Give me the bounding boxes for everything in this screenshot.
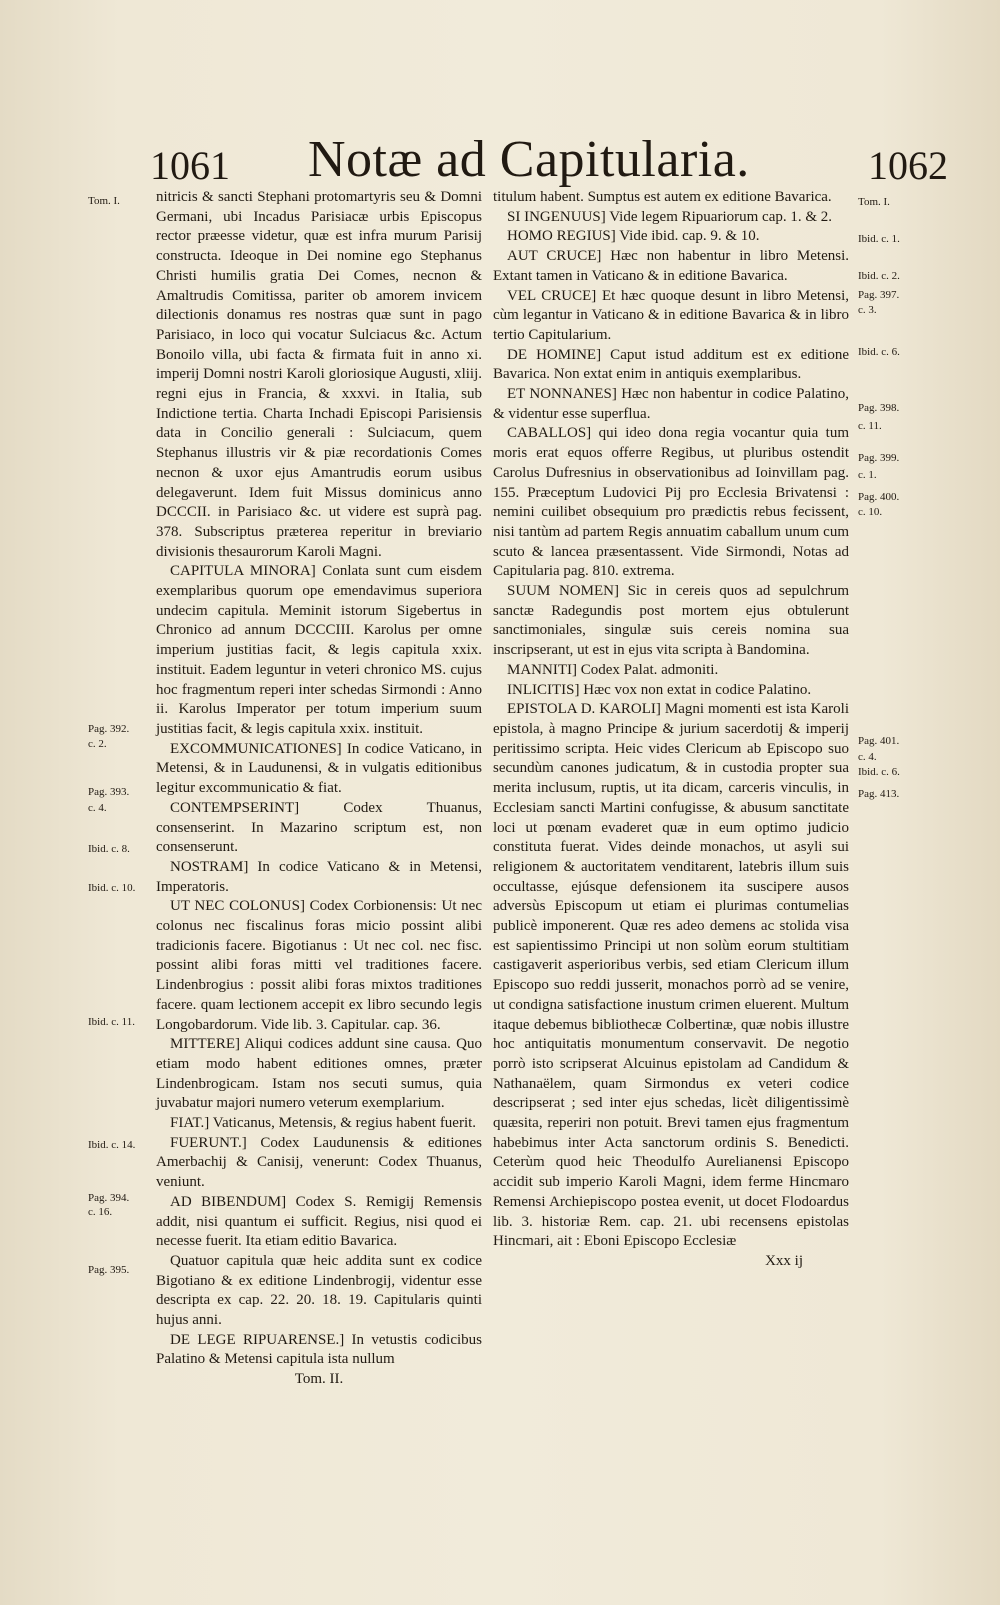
note-paragraph: EPISTOLA D. KAROLI] Magni momenti est ista Karoli epistola, à magno Principe & jurium sacerdotij & imperij peritissimo scripta. Heic vides Clericum ab Episcopo suo secundùm canones judicatum, & in custodia propter sua merita inclusum, ruptis, ut ita dicam, carceris vinculis, in Ecclesiam sancti Martini confugisse, & abusum sanctitate loci ut pœnam evaderet quæ in eum optimo judicio constituta fuerat. Vides deinde monachos, ut asyli sui religionem & auctoritatem venditarent, latebris illum suis occultasse, ejúsque defensionem ita suscipere ausos adversùs Episcopum ut etiam ei plurimas contumelias publicè imponerent. Quæ res adeo demens ac stolida visa est sapientissimo Principi ut non solùm eorum stultitiam castigaverit asperioribus verbis, sed etiam Clericum illum Episcopo suo reddi jusserit, monachos porrò ad se venire, ut condigna satisfactione inustum crimen eluerent. Multum itaque debemus bibliothecæ Colbertinæ, quæ nobis illustre hoc antiquitatis monumentum conservavit. De negotio porrò isto scripserat Alcuinus epistolam ad Candidum & Nathanaëlem, quam Sirmondus ex veteri codice descripserat ; sed inter ejus schedas, licèt diligentissimè quæsita, reperiri non potuit. Brevi tamen ejus fragmentum habebimus inter Acta sanctorum ordinis S. Benedicti. Ceterùm quod heic Theodulfo Aurelianensi Episcopo accidit sub imperio Karoli Magni, idem ferme Hincmaro Remensi Archiepiscopo postea evenit, ut docet Flodoardus lib. 3. historiæ Rem. cap. 21. ubi recensens epistolas Hincmari, ait : Eboni Episcopo Ecclesiæ bbox=[493, 701, 849, 1250]
left-page-number: 1061 bbox=[150, 143, 230, 188]
margin-note: c. 2. bbox=[88, 738, 107, 750]
margin-note: c. 11. bbox=[858, 420, 882, 432]
note-paragraph: FUERUNT.] Codex Laudunensis & editiones Amerbachij & Canisij, venerunt: Codex Thuanus, veniunt. bbox=[156, 1134, 482, 1191]
gathering-signature: Xxx ij bbox=[765, 1252, 803, 1269]
margin-note: Tom. I. bbox=[858, 196, 890, 208]
page-header bbox=[0, 130, 1000, 190]
note-paragraph: VEL CRUCE] Et hæc quoque desunt in libro Metensi, cùm legantur in Vaticano & in editione Bavarica & in libro tertio Capitularium. bbox=[493, 287, 849, 343]
margin-note: c. 3. bbox=[858, 304, 877, 316]
note-paragraph: nitricis & sancti Stephani protomartyris seu & Domni Germani, ubi Incadus Parisiacæ urbis Episcopus rector præesse videtur, quæ est infra murum Parisij constructa. Ideoque in Dei nomine ego Stephanus Christi humilis gratia Dei Comes, necnon & Amaltrudis Comitissa, pariter ob amorem invicem dilectionis donamus res nostras quæ sunt in pago Parisiaco, in loco qui vocatur Sulciacus &c. Actum Bonoilo villa, ubi facta & firmata fuit in anno xi. imperij Domni nostri Karoli gloriosique Augusti, xliij. regni ejus in Francia, & xxxvi. in Italia, sub Indictione tertia. Charta Inchadi Episcopi Parisiensis data in Concilio generali : Sulciacum, quem Stephanus illustris vir & piæ recordationis Comes necnon & uxor ejus Amantrudis eorum usibus delegaverunt. Idem fuit Missus dominicus anno DCCCII. in Parisiaco &c. ut videre est suprà pag. 378. Subscriptus præterea reperitur in breviario divisionis thesaurorum Karoli Magni. bbox=[156, 189, 482, 560]
margin-note: Pag. 397. bbox=[858, 289, 900, 301]
margin-note: Ibid. c. 8. bbox=[88, 843, 130, 855]
right-text-column bbox=[493, 188, 849, 1272]
margin-note: Tom. I. bbox=[88, 195, 120, 207]
margin-note: c. 10. bbox=[858, 506, 883, 518]
note-paragraph: DE HOMINE] Caput istud additum est ex editione Bavarica. Non extat enim in antiquis exemplaribus. bbox=[493, 346, 849, 383]
note-paragraph: INLICITIS] Hæc vox non extat in codice Palatino. bbox=[507, 681, 812, 698]
margin-note: Pag. 399. bbox=[858, 452, 900, 464]
note-paragraph: CONTEMPSERINT] Codex Thuanus, consenserint. In Mazarino scriptum est, non consenserunt. bbox=[156, 799, 482, 856]
note-paragraph: SUUM NOMEN] Sic in cereis quos ad sepulchrum sanctæ Radegundis post mortem ejus obtulerunt sanctimoniales, singulæ suis cereis nomina sua inscripserant, ut est in ejus vita scripta à Bandomina. bbox=[493, 583, 849, 659]
margin-note: c. 1. bbox=[858, 469, 877, 481]
margin-note: Ibid. c. 2. bbox=[858, 270, 900, 282]
note-paragraph: UT NEC COLONUS] Codex Corbionensis: Ut nec colonus nec fiscalinus foras micio possint alibi tradicionis facere. Bigotianus : Ut nec col. nec fisc. possint alibi foras mitti vel traditiones facere. Lindenbrogius : possit alibi foras mixtos traditiones facere. quam lectionem accepit ex libro secundo legis Longobardorum. Vide lib. 3. Capitular. cap. 36. bbox=[156, 898, 482, 1033]
margin-note: Ibid. c. 6. bbox=[858, 346, 900, 358]
margin-note: Pag. 400. bbox=[858, 491, 900, 503]
note-paragraph: CAPITULA MINORA] Conlata sunt cum eisdem exemplaribus quorum ope emendavimus superiora undecim capitula. Meminit istorum Sigebertus in Chronico ad annum DCCCIII. Karolus per omne imperium justitias facit, & legis capitula xxix. instituit. Eadem leguntur in veteri chronico MS. cujus hoc fragmentum reperi inter schedas Sirmondi : Anno ii. Karolus Imperator per totum imperium suum justitias facit, & legis capitula xxix. instituit. bbox=[156, 563, 482, 737]
margin-note: Pag. 413. bbox=[858, 788, 900, 800]
note-paragraph: ET NONNANES] Hæc non habentur in codice Palatino, & videntur esse superflua. bbox=[493, 386, 849, 422]
note-paragraph: SI INGENUUS] Vide legem Ripuariorum cap. 1. & 2. bbox=[507, 208, 833, 225]
margin-note: Pag. 392. bbox=[88, 723, 130, 735]
margin-note: Ibid. c. 10. bbox=[88, 882, 136, 894]
note-paragraph: NOSTRAM] In codice Vaticano & in Metensi, Imperatoris. bbox=[156, 858, 482, 895]
note-paragraph: CABALLOS] qui ideo dona regia vocantur quia tum moris erat equos offerre Regibus, ut pluribus ostendit Carolus Dufresnius in observationibus ad Ioinvillam pag. 155. Præceptum Ludovici Pij pro Ecclesia Brivatensi : nemini cuilibet obsequium pro prædictis rebus fecissent, nisi tantùm ad partem Regis annuatim caballum unum cum scuto & lancea præsentassent. Vide Sirmondi, Notas ad Capitularia pag. 810. extrema. bbox=[493, 425, 849, 580]
margin-note: Ibid. c. 6. bbox=[858, 766, 900, 778]
left-text-column bbox=[156, 188, 482, 1390]
volume-signature: Tom. II. bbox=[294, 1371, 344, 1388]
margin-note: c. 4. bbox=[858, 751, 877, 763]
margin-note: Pag. 398. bbox=[858, 402, 900, 414]
margin-note: Pag. 395. bbox=[88, 1264, 130, 1276]
margin-note: Ibid. c. 11. bbox=[88, 1016, 135, 1028]
margin-note: Ibid. c. 1. bbox=[858, 233, 900, 245]
note-paragraph: DE LEGE RIPUARENSE.] In vetustis codicibus Palatino & Metensi capitula ista nullum bbox=[156, 1331, 482, 1368]
margin-note: Pag. 401. bbox=[858, 735, 900, 747]
note-paragraph: AUT CRUCE] Hæc non habentur in libro Metensi. Extant tamen in Vaticano & in editione Bavarica. bbox=[493, 248, 849, 284]
note-paragraph: HOMO REGIUS] Vide ibid. cap. 9. & 10. bbox=[507, 228, 760, 245]
note-paragraph: AD BIBENDUM] Codex S. Remigij Remensis addit, nisi quantum ei sufficit. Regius, nisi quod ei necesse fuerit. Ita etiam editio Bavarica. bbox=[156, 1193, 482, 1250]
running-title: Notæ ad Capitularia. bbox=[308, 131, 750, 188]
margin-note: Pag. 394. bbox=[88, 1192, 130, 1204]
note-paragraph: MANNITI] Codex Palat. admoniti. bbox=[507, 661, 719, 678]
margin-note: Ibid. c. 14. bbox=[88, 1139, 136, 1151]
margin-note: c. 4. bbox=[88, 802, 107, 814]
note-paragraph: Quatuor capitula quæ heic addita sunt ex codice Bigotiano & ex editione Lindenbrogij, videntur esse descripta ex cap. 22. 20. 18. 19. Capitularis quinti hujus anni. bbox=[156, 1252, 482, 1329]
note-paragraph: EXCOMMUNICATIONES] In codice Vaticano, in Metensi, & in Laudunensi, & in vulgatis editionibus legitur excommunicatio & fiat. bbox=[156, 740, 482, 797]
margin-note: Pag. 393. bbox=[88, 786, 130, 798]
right-page-number: 1062 bbox=[868, 143, 948, 188]
note-paragraph: titulum habent. Sumptus est autem ex editione Bavarica. bbox=[493, 189, 832, 205]
margin-note: c. 16. bbox=[88, 1206, 113, 1218]
note-paragraph: MITTERE] Aliqui codices addunt sine causa. Quo etiam modo habent editiones omnes, præter Lindenbrogicam. Istam nos secuti sumus, quia juvabatur majori numero veterum exemplarium. bbox=[156, 1036, 482, 1112]
note-paragraph: FIAT.] Vaticanus, Metensis, & regius habent fuerit. bbox=[170, 1115, 477, 1132]
